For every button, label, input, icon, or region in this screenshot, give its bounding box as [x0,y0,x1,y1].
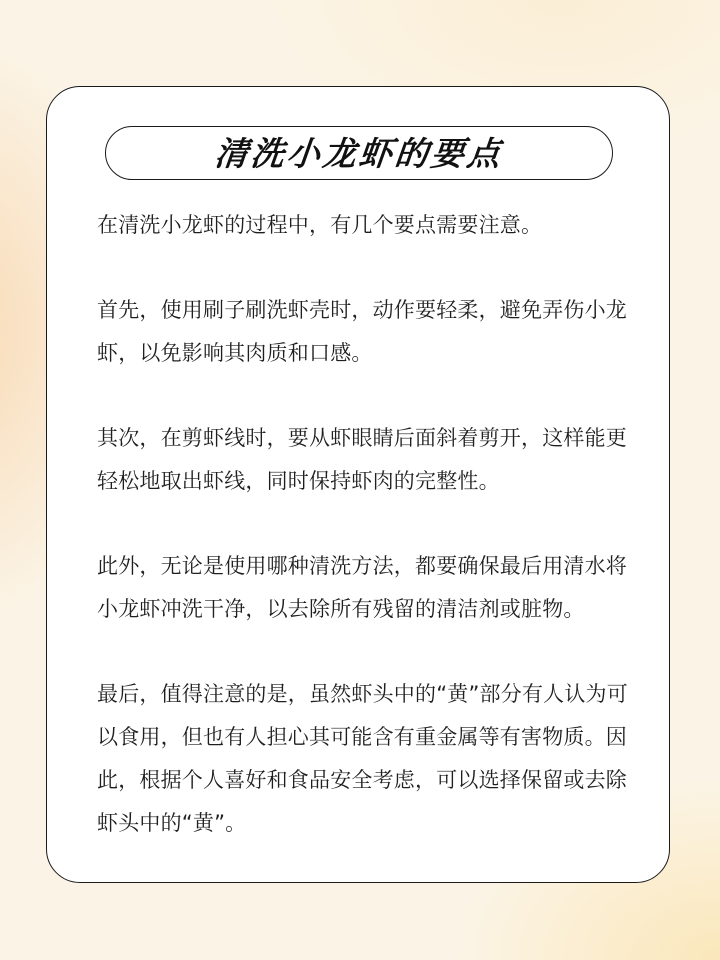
content-card [46,86,670,883]
page-title: 清洗小龙虾的要点 [212,133,506,173]
paragraph-final: 最后，值得注意的是，虽然虾头中的“黄”部分有人认为可以食用，但也有人担心其可能含有重金属等有害物质。因此，根据个人喜好和食品安全考虑，可以选择保留或去除虾头中的“黄”。 [97,682,628,835]
article-body [97,204,631,845]
title-banner [105,126,613,180]
paragraph-first: 首先，使用刷子刷洗虾壳时，动作要轻柔，避免弄伤小龙虾，以免影响其肉质和口感。 [97,298,627,365]
paragraph-intro: 在清洗小龙虾的过程中，有几个要点需要注意。 [97,213,543,237]
paragraph-additional: 此外，无论是使用哪种清洗方法，都要确保最后用清水将小龙虾冲洗干净，以去除所有残留的清洁剂或脏物。 [97,554,627,621]
paragraph-second: 其次，在剪虾线时，要从虾眼睛后面斜着剪开，这样能更轻松地取出虾线，同时保持虾肉的完整性。 [97,426,627,493]
